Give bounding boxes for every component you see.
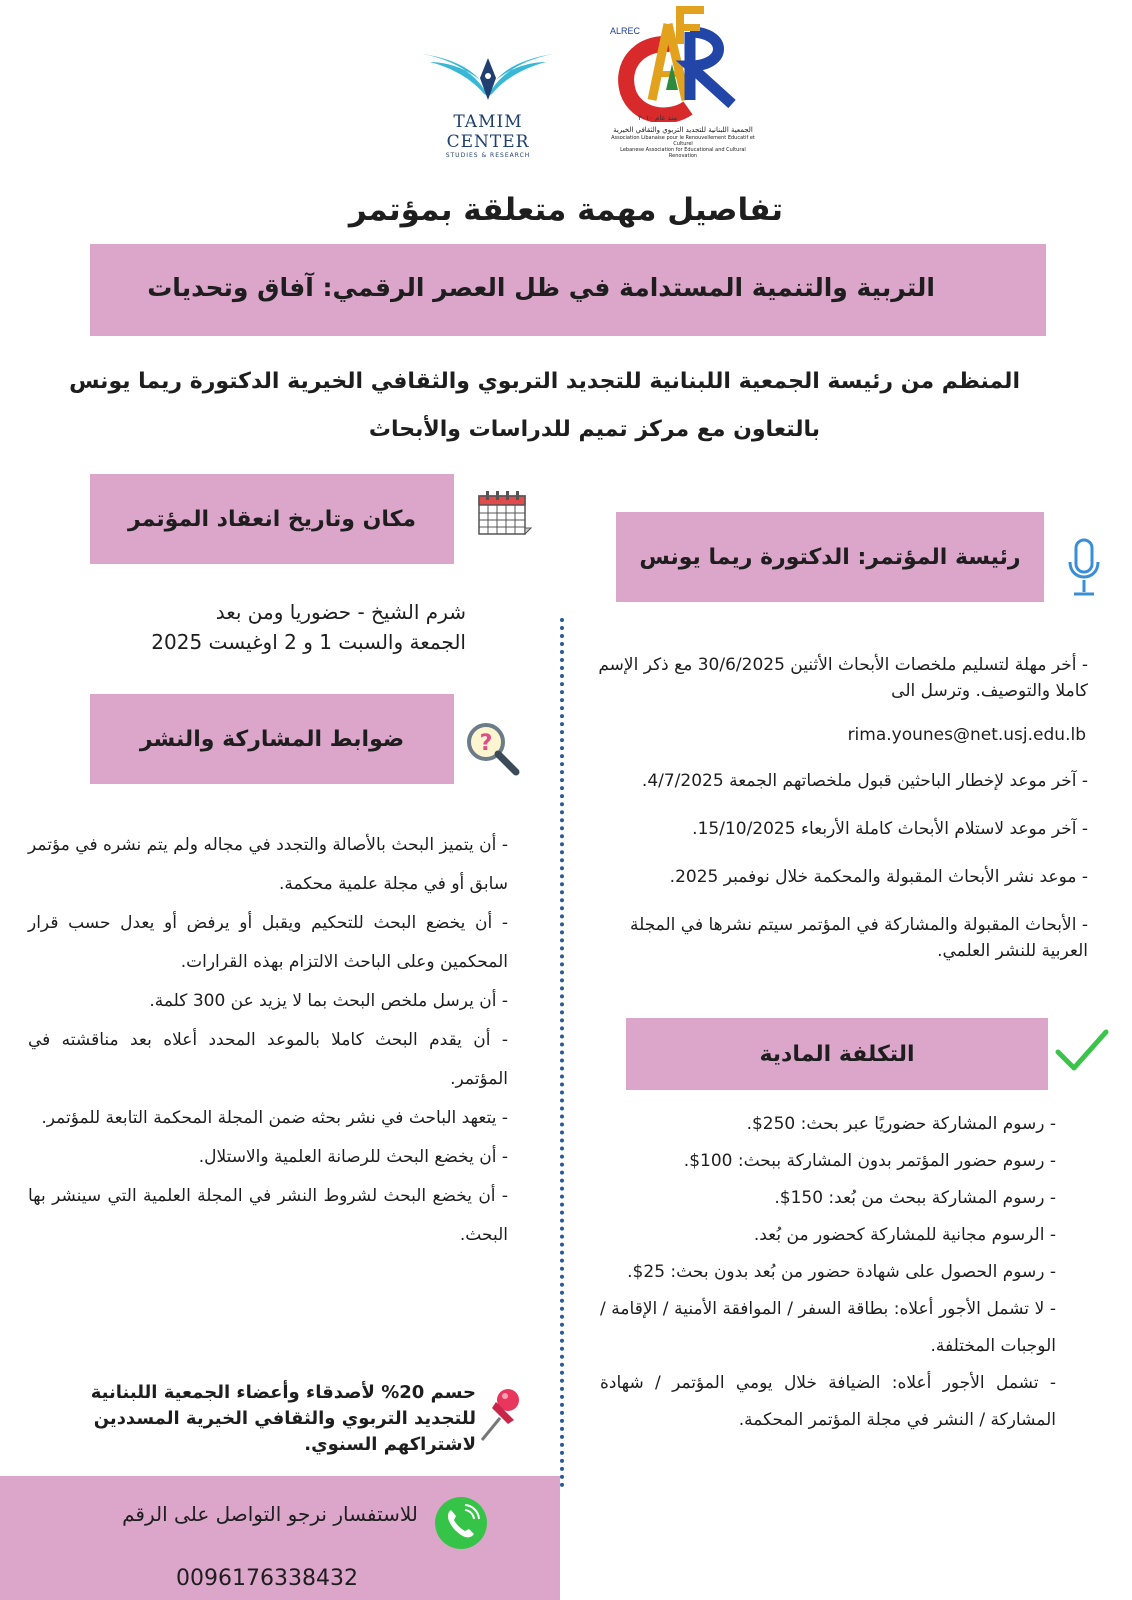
page-title: تفاصيل مهمة متعلقة بمؤتمر — [348, 192, 784, 228]
rule-item: - أن يخضع البحث لشروط النشر في المجلة العلمية التي سينشر بها البحث. — [28, 1186, 508, 1245]
venue-heading: مكان وتاريخ انعقاد المؤتمر — [127, 506, 417, 532]
svg-text:منذ عام ٢٠١٠: منذ عام ٢٠١٠ — [638, 115, 678, 122]
alrec-emblem-icon — [608, 4, 758, 122]
rule-item: - أن يخضع البحث للرصانة العلمية والاستلال. — [198, 1147, 508, 1167]
contact-text: للاستفسار نرجو التواصل على الرقم — [122, 1502, 418, 1526]
tamim-name: TAMIM CENTER — [446, 112, 530, 152]
rule-item: - أن يتميز البحث بالأصالة والتجدد في مجاله ولم يتم نشره في مؤتمر سابق أو في مجلة علمية محكمة. — [28, 835, 508, 894]
cost-item: - رسوم حضور المؤتمر بدون المشاركة ببحث: 100$. — [683, 1151, 1056, 1171]
contact-email: rima.younes@net.usj.edu.lb — [847, 725, 1086, 745]
rules-heading: ضوابط المشاركة والنشر — [139, 726, 405, 752]
alrec-top-text: ALREC — [610, 26, 641, 36]
venue-dates: الجمعة والسبت 1 و 2 اوغيست 2025 — [151, 630, 466, 654]
cost-item: - رسوم الحصول على شهادة حضور من بُعد بدون بحث: 25$. — [627, 1262, 1056, 1282]
organizer-line-1: المنظم من رئيسة الجمعية اللبنانية للتجديد التربوي والثقافي الخيرية الدكتورة ريما يونس — [69, 369, 1020, 394]
rule-item: - أن يقدم البحث كاملا بالموعد المحدد أعلاه بعد مناقشته في المؤتمر. — [28, 1030, 508, 1089]
cost-heading: التكلفة المادية — [759, 1041, 915, 1067]
discount-note: حسم 20% لأصدقاء وأعضاء الجمعية اللبنانية للتجديد التربوي والثقافي الخيرية المسددين لاشتراكهم السنوي. — [90, 1382, 476, 1455]
deadline-item: - أخر مهلة لتسليم ملخصات الأبحاث الأثنين 30/6/2025 مع ذكر الإسم كاملا والتوصيف. وترسل الى — [598, 655, 1088, 701]
deadlines-list — [588, 652, 1088, 976]
rule-item: - أن يخضع البحث للتحكيم ويقبل أو يرفض أو يعدل حسب قرار المحكمين وعلى الباحث الالتزام بهذه القرارات. — [28, 913, 508, 972]
cost-item: - تشمل الأجور أعلاه: الضيافة خلال يومي المؤتمر / شهادة المشاركة / النشر في مجلة المؤتمر المحكمة. — [600, 1373, 1056, 1430]
organizer-line-2: بالتعاون مع مركز تميم للدراسات والأبحاث — [368, 417, 820, 442]
deadline-item: - آخر موعد لإخطار الباحثين قبول ملخصاتهم الجمعة 4/7/2025. — [641, 771, 1088, 791]
wings-pen-icon — [418, 36, 558, 106]
alrec-name-fr: Association Libanaise pour le Renouvellement Educatif et Culturel — [611, 135, 755, 147]
rules-heading-box — [90, 694, 454, 784]
checkmark-icon — [1054, 1026, 1110, 1074]
venue-place: شرم الشيخ - حضوريا ومن بعد — [215, 600, 466, 624]
cost-heading-box — [626, 1018, 1048, 1090]
cost-item: - لا تشمل الأجور أعلاه: بطاقة السفر / الموافقة الأمنية / الإقامة / الوجبات المختلفة. — [600, 1299, 1056, 1356]
chair-heading-box — [616, 512, 1044, 602]
magnifier-question-icon — [464, 720, 522, 778]
calendar-icon — [476, 488, 532, 540]
microphone-icon — [1064, 536, 1104, 600]
cost-item: - الرسوم مجانية للمشاركة كحضور من بُعد. — [753, 1225, 1056, 1245]
rules-list — [28, 826, 508, 1255]
cost-list — [600, 1106, 1056, 1439]
cost-item: - رسوم المشاركة حضوريًا عبر بحث: 250$. — [746, 1114, 1056, 1134]
alrec-name-ar: الجمعية اللبنانية للتجديد التربوي والثقافي الخيرية — [613, 126, 753, 134]
deadline-item: - آخر موعد لاستلام الأبحاث كاملة الأربعاء 15/10/2025. — [692, 819, 1088, 839]
alrec-name-en: Lebanese Association for Educational and Cultural Renovation — [620, 147, 746, 159]
alrec-logo — [608, 4, 758, 160]
rule-item: - أن يرسل ملخص البحث بما لا يزيد عن 300 كلمة. — [149, 991, 508, 1011]
tamim-center-logo — [418, 36, 558, 159]
svg-text:?: ? — [479, 731, 493, 756]
cost-item: - رسوم المشاركة ببحث من بُعد: 150$. — [774, 1188, 1056, 1208]
venue-heading-box — [90, 474, 454, 564]
pushpin-icon — [474, 1384, 530, 1444]
conference-title: التربية والتنمية المستدامة في ظل العصر الرقمي: آفاق وتحديات — [147, 273, 935, 302]
rule-item: - يتعهد الباحث في نشر بحثه ضمن المجلة المحكمة التابعة للمؤتمر. — [41, 1108, 508, 1128]
contact-phone[interactable]: 0096176338432 — [176, 1566, 358, 1591]
tamim-subtitle: STUDIES & RESEARCH — [445, 152, 531, 159]
deadline-item: - الأبحاث المقبولة والمشاركة في المؤتمر سيتم نشرها في المجلة العربية للنشر العلمي. — [629, 915, 1088, 961]
column-divider — [560, 618, 564, 1488]
chair-heading: رئيسة المؤتمر: الدكتورة ريما يونس — [639, 544, 1021, 570]
deadline-item: - موعد نشر الأبحاث المقبولة والمحكمة خلال نوفمبر 2025. — [669, 867, 1088, 887]
phone-call-icon[interactable] — [434, 1496, 488, 1550]
